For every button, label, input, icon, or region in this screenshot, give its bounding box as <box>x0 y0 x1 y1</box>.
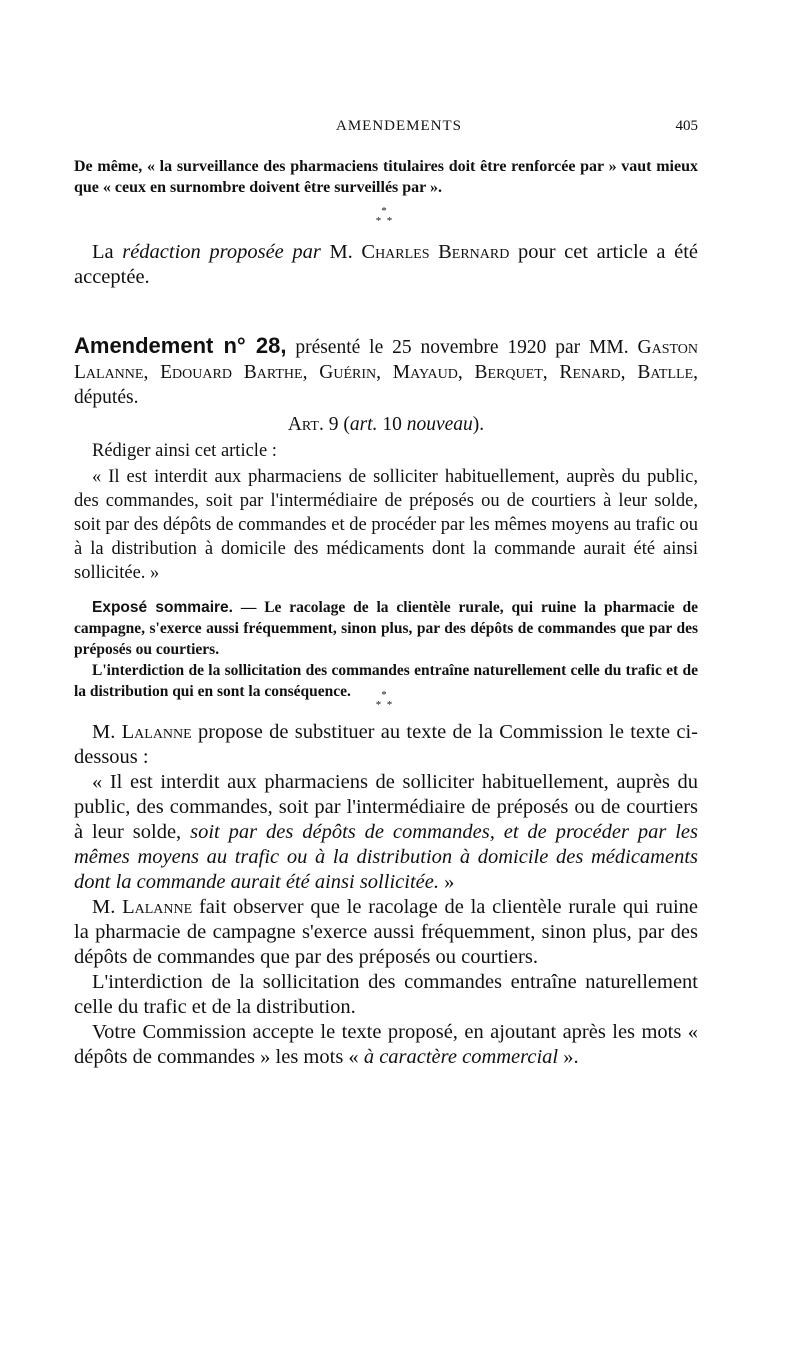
discussion-quote <box>74 770 698 895</box>
expose-text: — Le racolage de la clientèle rurale, qui ruine la pharmacie de campagne, s'exerce aussi fréquemment, sinon plus, par des dépôts de commandes que par des préposés ou courtiers. <box>74 599 699 658</box>
quote-italic2: et de procéder par les mêmes moyens au trafic ou à la distribution à domicile des médicaments dont la commande aurait été ainsi sollicitée. <box>74 821 698 893</box>
discussion-p2 <box>74 895 698 970</box>
quote-a: « Il est interdit aux pharmaciens de solliciter habituellement, auprès du public, des commandes, soit par l'intermédiaire de préposés ou de courtiers à leur solde, <box>74 771 698 843</box>
amendment-heading <box>74 333 698 410</box>
article-ref-italic2: nouveau <box>406 414 473 435</box>
amendment-block <box>74 333 698 702</box>
p2-text: fait observer que le racolage de la clientèle rurale qui ruine la pharmacie de campagne s'exerce aussi fréquemment, sinon plus, par des dépôts de commandes que par des préposés ou courtiers. <box>74 896 698 968</box>
quote-b <box>495 821 504 843</box>
acceptance-paragraph <box>74 240 698 290</box>
section-stars-2: * * * <box>375 689 393 711</box>
expose-paragraph-2: L'interdiction de la sollicitation des commandes entraîne naturellement celle du trafic et de la distribution qui en sont la conséquence. <box>74 662 698 700</box>
amendment-quote: « Il est interdit aux pharmaciens de solliciter habituellement, auprès du public, des commandes, soit par l'intermédiaire de préposés ou de courtiers à leur solde, soit par des dépôts de commandes et de procéder par les mêmes moyens au trafic ou à la distribution à domicile des médicaments dont la commande aurait été ainsi sollicitée. » <box>74 467 698 583</box>
amendment-tail: députés. <box>74 387 139 408</box>
amendment-title: Amendement n° 28, <box>74 333 287 358</box>
quote-italic1: soit par des dépôts de commandes, <box>190 821 495 843</box>
article-line <box>74 412 698 437</box>
acceptance-suffix: pour cet article a été acceptée. <box>74 241 698 288</box>
article-ref-num: 10 <box>377 414 407 435</box>
discussion-block <box>74 720 698 1070</box>
p1-name: M. Lalanne <box>92 721 192 743</box>
header-title: AMENDEMENTS <box>336 118 462 134</box>
discussion-p1 <box>74 720 698 770</box>
page-number: 405 <box>675 118 698 134</box>
article-ref-open: ( <box>338 414 350 435</box>
p4-b: ». <box>558 1046 579 1068</box>
rediger-line: Rédiger ainsi cet article : <box>92 441 277 461</box>
acceptance-name: Charles Bernard <box>361 241 510 263</box>
top-paragraph: De même, « la surveillance des pharmaciens titulaires doit être renforcée par » vaut mieux que « ceux en surnombre doivent être surveillés par ». <box>74 158 698 196</box>
article-ref-close: ). <box>472 414 485 435</box>
p2-name: M. Lalanne <box>92 896 193 918</box>
amendment-intro: présenté le 25 novembre 1920 par MM. <box>286 337 638 358</box>
acceptance-italic: rédaction proposée par <box>122 241 321 263</box>
article-label: Art. 9 <box>287 414 339 435</box>
p1-text: propose de substituer au texte de la Commission le texte ci-dessous : <box>74 721 698 768</box>
acceptance-prefix: La <box>92 241 123 263</box>
section-stars: * * * <box>375 205 393 227</box>
amendment-names: Gaston Lalanne, Edouard Barthe, Guérin, Mayaud, Berquet, Renard, Batlle, <box>74 337 698 383</box>
p4-a: Votre Commission accepte le texte proposé, en ajoutant après les mots « dépôts de commandes » les mots « <box>74 1021 698 1068</box>
acceptance-middle: M. <box>320 241 362 263</box>
expose-paragraph <box>74 597 698 660</box>
p4-italic: à caractère commercial <box>363 1046 559 1068</box>
expose-label: Exposé sommaire. <box>92 599 233 616</box>
discussion-p4 <box>74 1020 698 1070</box>
quote-end: » <box>438 871 455 893</box>
discussion-p3: L'interdiction de la sollicitation des commandes entraîne naturellement celle du trafic et de la distribution. <box>74 971 698 1018</box>
article-ref-italic: art. <box>349 414 378 435</box>
